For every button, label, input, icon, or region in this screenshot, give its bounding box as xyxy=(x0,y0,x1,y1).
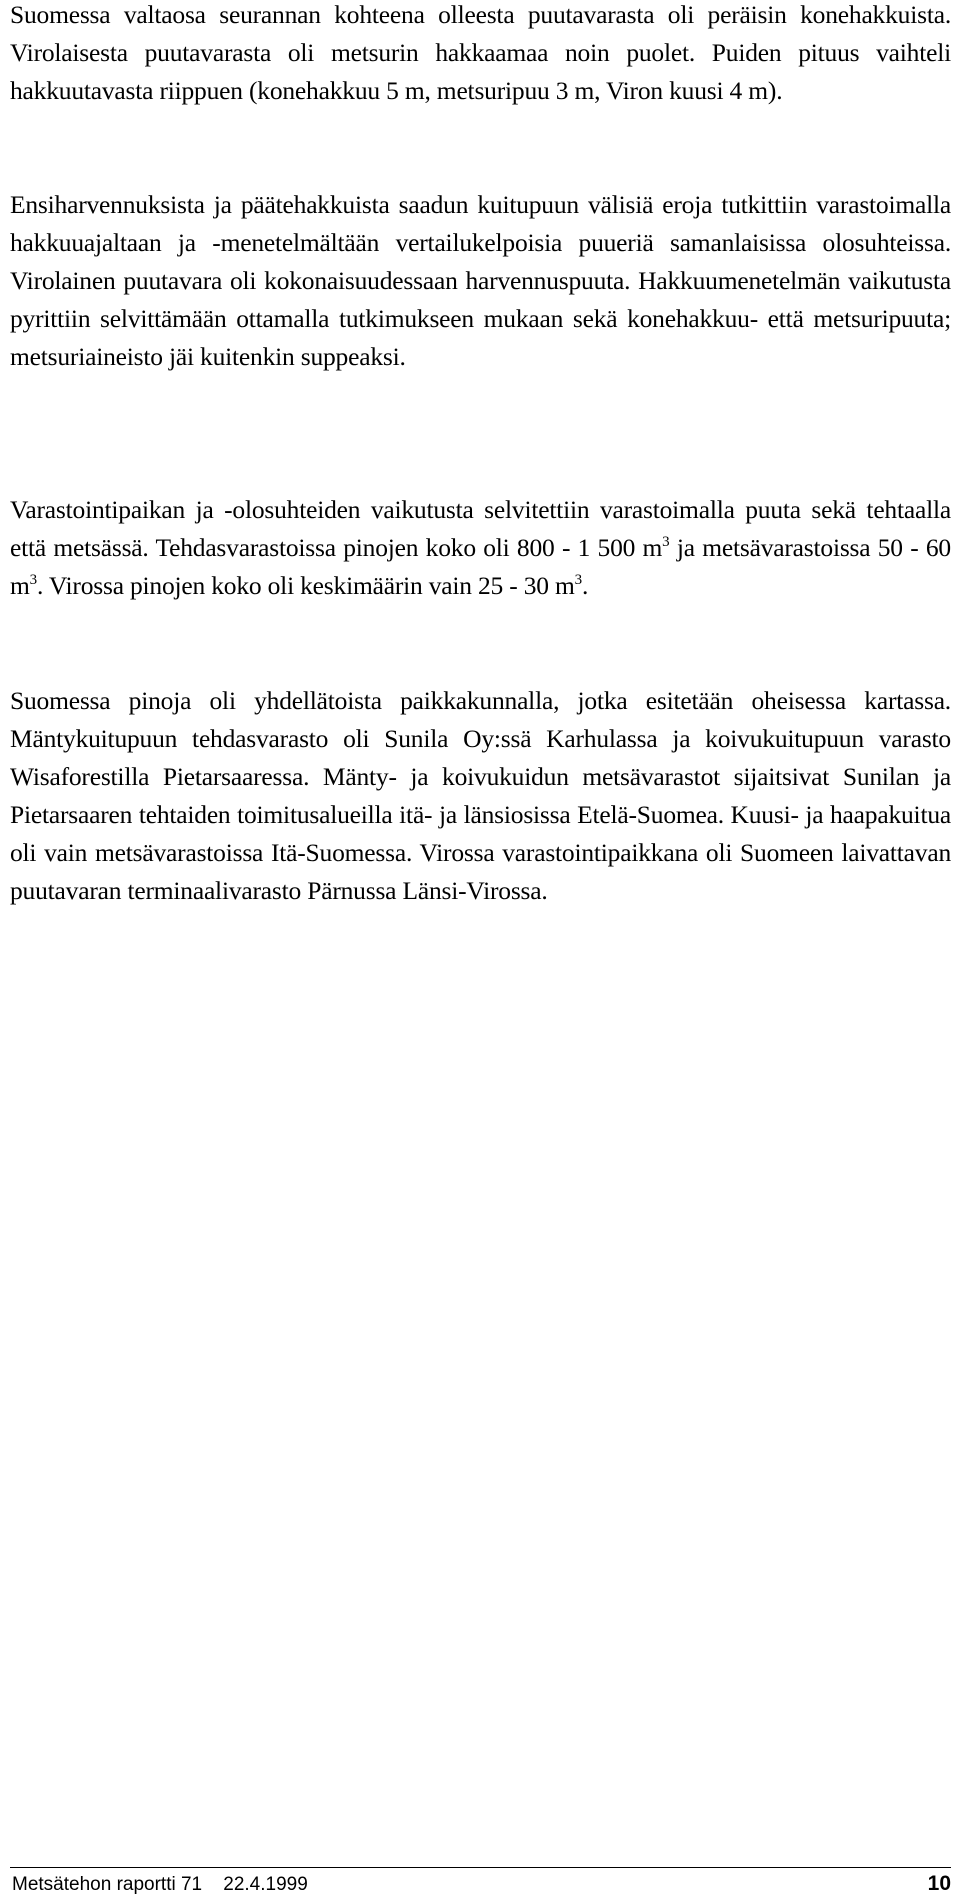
footer-report-title: Metsätehon raportti 71 xyxy=(12,1874,203,1895)
footer-divider xyxy=(10,1867,951,1868)
paragraph-storage-sites: Suomessa pinoja oli yhdellätoista paikkakunnalla, jotka esitetään oheisessa kartassa. Mäntykuitupuun tehdasvarasto oli Sunila Oy:ssä Karhulassa ja koivukuitupuun varasto Wisaforestilla Pietarsaaressa. Mänty- ja koivukuidun metsävarastot sijaitsivat Sunilan ja Pietarsaaren tehtaiden toimitusalueilla itä- ja länsiosissa Etelä-Suomea. Kuusi- ja haapakuitua oli vain metsävarastoissa Itä-Suomessa. Virossa varastointipaikkana oli Suomeen laivattavan puutavaran terminaalivarasto Pärnussa Länsi-Virossa. xyxy=(10,686,951,905)
superscript-3: 3 xyxy=(574,572,582,588)
paragraph-thinning-comparison: Ensiharvennuksista ja päätehakkuista saadun kuitupuun välisiä eroja tutkittiin varastoimalla hakkuuajaltaan ja -menetelmältään vertailukelpoisia puueriä samanlaisissa olosuhteissa. Virolainen puutavara oli kokonaisuudessaan harvennuspuuta. Hakkuumenetelmän vaikutusta pyrittiin selvittämään ottamalla tutkimukseen mukaan sekä konehakkuu- että metsuripuuta; metsuriaineisto jäi kuitenkin suppeaksi. xyxy=(10,190,951,371)
storage-text-2: ja metsävarastoissa 50 - 60 m xyxy=(10,533,951,600)
page-number: 10 xyxy=(927,1872,951,1895)
footer-date: 22.4.1999 xyxy=(223,1874,308,1895)
footer-report-info xyxy=(12,1874,308,1896)
storage-text-1: Varastointipaikan ja -olosuhteiden vaikutusta selvitettiin varastoimalla puuta sekä tehtaalla että metsässä. Tehdasvarastoissa pinojen koko oli 800 - 1 500 m xyxy=(10,495,951,562)
paragraph-harvest-method: Suomessa valtaosa seurannan kohteena olleesta puutavarasta oli peräisin konehakkuista. Virolaisesta puutavarasta oli metsurin hakkaamaa noin puolet. Puiden pituus vaihteli hakkuutavasta riippuen (konehakkuu 5 m, metsuripuu 3 m, Viron kuusi 4 m). xyxy=(10,0,951,105)
paragraph-storage-location xyxy=(10,491,951,605)
superscript-3: 3 xyxy=(662,534,670,550)
page-footer xyxy=(12,1874,951,1898)
superscript-3: 3 xyxy=(29,572,37,588)
storage-text-4: . xyxy=(581,571,589,600)
storage-text-3: . Virossa pinojen koko oli keskimäärin vain 25 - 30 m xyxy=(36,571,575,600)
